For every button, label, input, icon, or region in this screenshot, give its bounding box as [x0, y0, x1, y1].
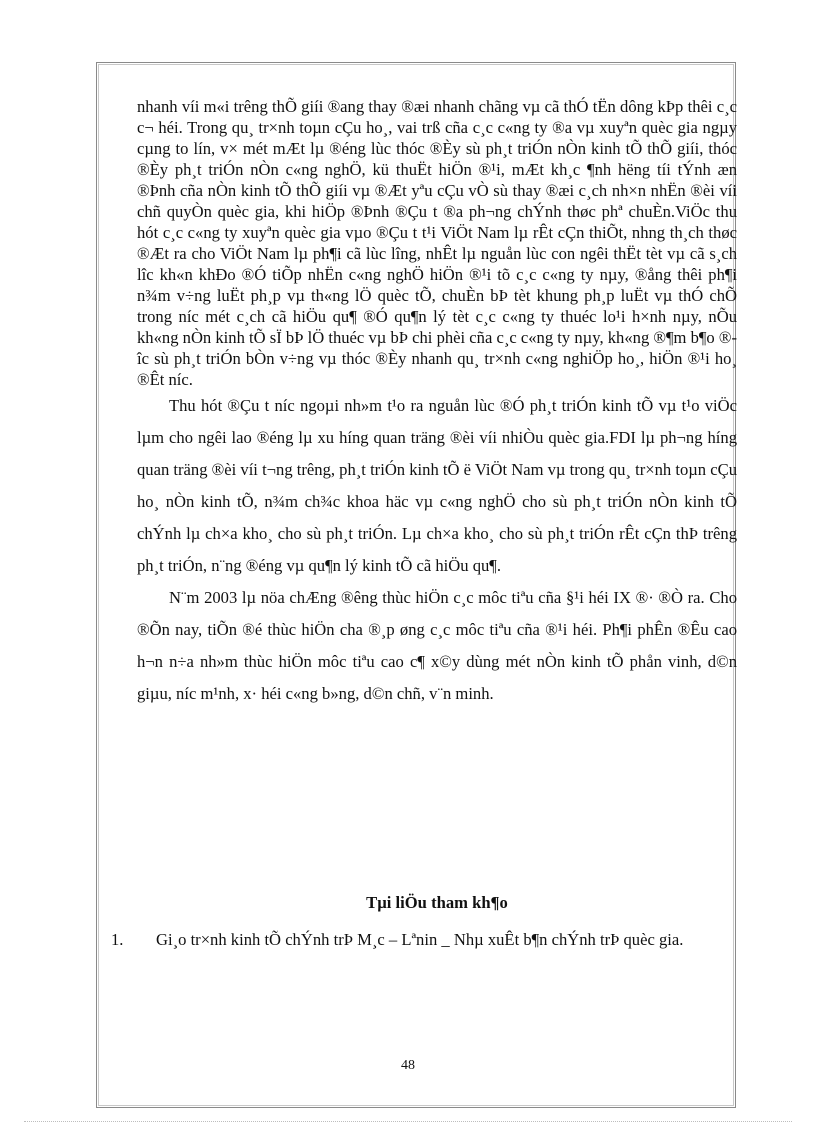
- paragraph-fdi: Thu hót ®Çu t níc ngoµi nh»m t¹o ra nguån lùc ®Ó ph¸t triÓn kinh tÕ vµ t¹o viÖc lµm cho ngêi lao ®éng lµ xu híng quan träng ®èi víi nhiÒu quèc gia.FDI lµ ph¬ng híng quan träng ®èi víi t¬ng trêng, ph¸t triÓn kinh tÕ ë ViÖt Nam vµ trong qu¸ tr×nh toµn cÇu ho¸ nÒn kinh tÕ, n¾m ch¾c khoa häc vµ c«ng nghÖ cho sù ph¸t triÓn nÒn kinh tÕ chÝnh lµ ch×a kho¸ cho sù ph¸t triÓn. Lµ ch×a kho¸ cho sù ph¸t triÓn rÊt cÇn thÞ trêng ph¸t triÓn, n¨ng ®éng vµ qu¶n lý kinh tÕ cã hiÖu qu¶.: [137, 396, 737, 575]
- page-number: 48: [401, 1058, 415, 1073]
- references-heading: Tµi liÖu tham kh¶o: [366, 893, 508, 912]
- body-text: [137, 96, 737, 710]
- page-bottom-rule: [24, 1121, 792, 1122]
- reference-item: [111, 924, 737, 956]
- paragraph-continued: nhanh víi m«i trêng thÕ giíi ®ang thay ®æi nhanh chãng vµ cã thÓ tËn dông kÞp thêi c¸c c¬ héi. Trong qu¸ tr×nh toµn cÇu ho¸, vai trß cña c¸c c«ng ty ®a vµ xuyªn quèc gia ngµy cµng to lín, v× mét mÆt lµ ®éng lùc thóc ®Èy sù ph¸t triÓn nÒn kinh tÕ thÕ giíi, thóc ®Èy ph¸t triÓn nÒn c«ng nghÖ, kü thuËt hiÖn ®¹i, mÆt kh¸c ¶nh hëng tíi tÝnh æn ®Þnh cña nÒn kinh tÕ thÕ giíi vµ ®Æt yªu cÇu vÒ sù thay ®æi c¸ch nh×n nhËn ®èi víi chñ quyÒn quèc gia, khi hiÖp ®Þnh ®Çu t ®a ph¬ng chÝnh thøc phª chuÈn.ViÖc thu hót c¸c c«ng ty xuyªn quèc gia vµo ®Çu t t¹i ViÖt Nam lµ rÊt cÇn thiÕt, nhng th¸ch thøc ®Æt ra cho ViÖt Nam lµ ph¶i cã lùc lîng, nhÊt lµ nguån lùc con ngêi thËt tèt vµ cã s¸ch lîc kh«n khÐo ®Ó tiÕp nhËn c«ng nghÖ hiÖn ®¹i tõ c¸c c«ng ty nµy, ®ång thêi ph¶i n¾m v÷ng luËt ph¸p vµ th«ng lÖ quèc tÕ, chuÈn bÞ tèt khung ph¸p luËt vµ thÓ chÕ trong níc mét c¸ch cã hiÖu qu¶ ®Ó qu¶n lý tèt c¸c c«ng ty thuéc lo¹i h×nh nµy, nÕu kh«ng nÒn kinh tÕ sÏ bÞ lÖ thuéc vµ bÞ chi phèi cña c¸c c«ng ty nµy, kh«ng ®¶m b¶o ®îc sù ph¸t triÓn bÒn v÷ng vµ thóc ®Èy nhanh qu¸ tr×nh c«ng nghiÖp ho¸, hiÖn ®¹i ho¸ ®Êt níc.: [137, 97, 737, 389]
- reference-number: 1.: [111, 930, 124, 949]
- paragraph-2003: N¨m 2003 lµ nöa chÆng ®êng thùc hiÖn c¸c môc tiªu cña §¹i héi IX ®· ®Ò ra. Cho ®Õn nay, tiÕn ®é thùc hiÖn cha ®¸p øng c¸c môc tiªu cña ®¹i héi. Ph¶i phÊn ®Êu cao h¬n n÷a nh»m thùc hiÖn môc tiªu cao c¶ x©y dùng mét nÒn kinh tÕ phån vinh, d©n giµu, níc m¹nh, x· héi c«ng b»ng, d©n chñ, v¨n minh.: [137, 588, 737, 703]
- reference-text: Gi¸o tr×nh kinh tÕ chÝnh trÞ M¸c – Lªnin _ Nhµ xuÊt b¶n chÝnh trÞ quèc gia.: [156, 930, 684, 949]
